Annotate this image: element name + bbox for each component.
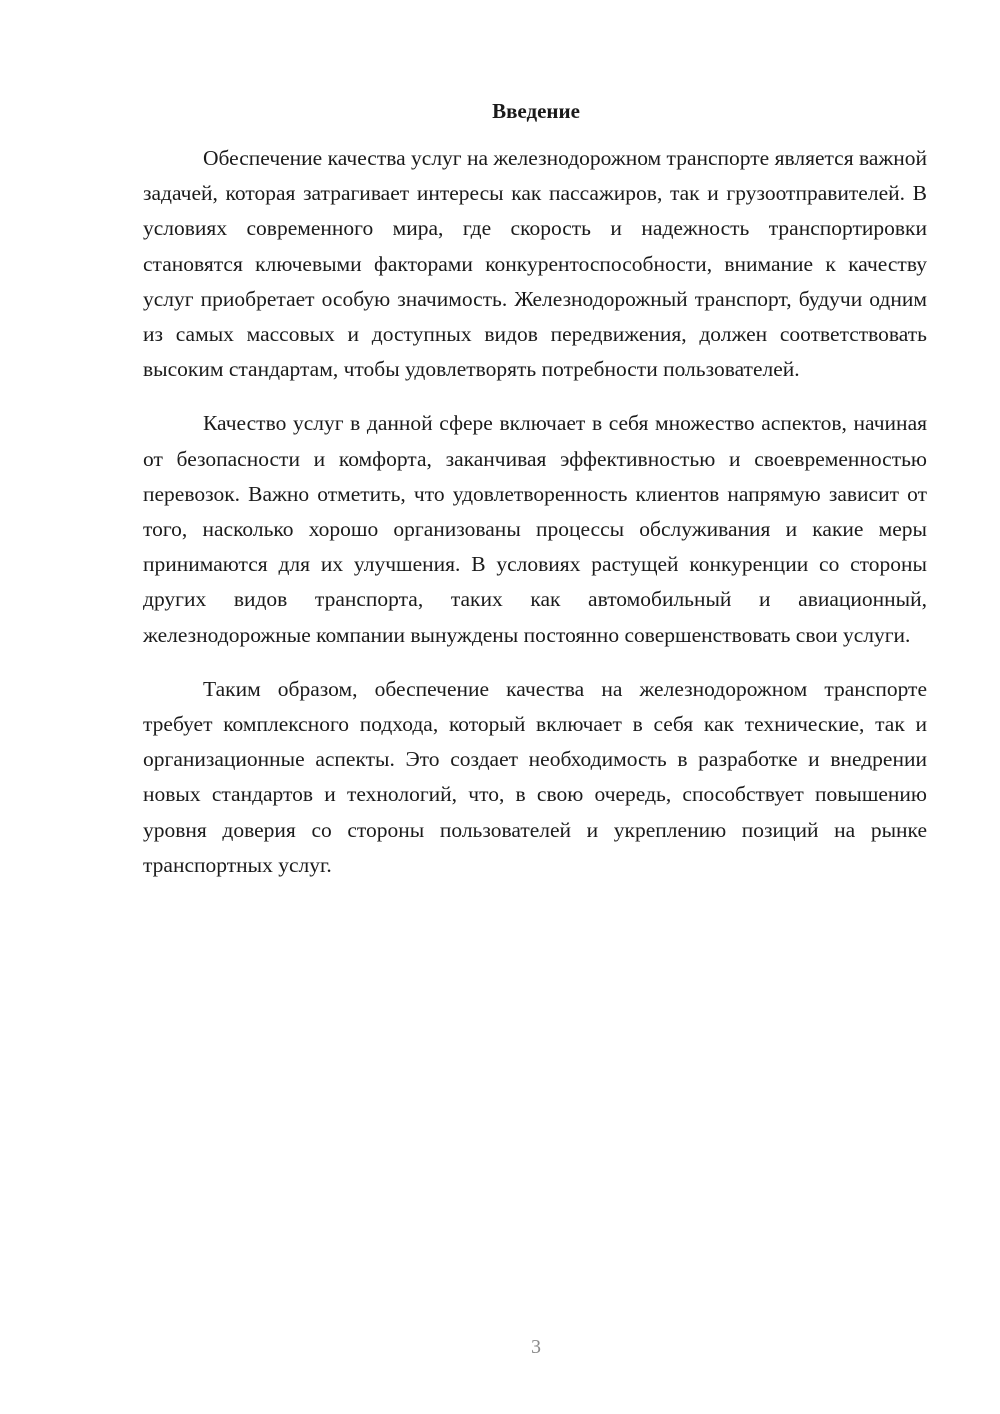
paragraph-3: Таким образом, обеспечение качества на железнодорожном транспорте требует комплексного подхода, который включает в себя как технические, так и организационные аспекты. Это создает необходимость в разработке и внедрении новых стандартов и технологий, что, в свою очередь, способствует повышению уровня доверия со стороны пользователей и укреплению позиций на рынке транспортных услуг.	[143, 676, 927, 877]
page-number: 3	[531, 1336, 541, 1358]
body-text	[143, 141, 927, 902]
page-title: Введение	[492, 99, 580, 123]
paragraph-2: Качество услуг в данной сфере включает в себя множество аспектов, начиная от безопасности и комфорта, заканчивая эффективностью и своевременностью перевозок. Важно отметить, что удовлетворенность клиентов напрямую зависит от того, насколько хорошо организованы процессы обслуживания и какие меры принимаются для их улучшения. В условиях растущей конкуренции со стороны других видов транспорта, таких как автомобильный и авиационный, железнодорожные компании вынуждены постоянно совершенствовать свои услуги.	[143, 411, 927, 647]
paragraph-1: Обеспечение качества услуг на железнодорожном транспорте является важной задачей, которая затрагивает интересы как пассажиров, так и грузоотправителей. В условиях современного мира, где скорость и надежность транспортировки становятся ключевыми факторами конкурентоспособности, внимание к качеству услуг приобретает особую значимость. Железнодорожный транспорт, будучи одним из самых массовых и доступных видов передвижения, должен соответствовать высоким стандартам, чтобы удовлетворять потребности пользователей.	[143, 146, 927, 382]
